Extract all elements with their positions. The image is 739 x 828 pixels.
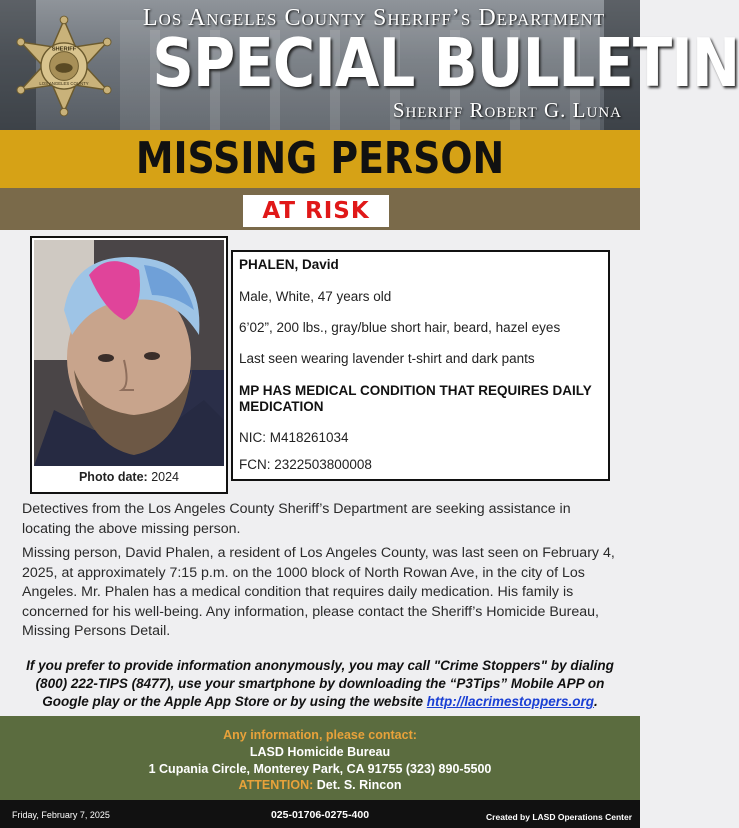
subject-description: 6’02”, 200 lbs., gray/blue short hair, beard, hazel eyes [239,320,561,335]
subject-fcn: FCN: 2322503800008 [239,457,372,472]
created-by-credit: Created by LASD Operations Center [486,812,632,822]
contact-address: 1 Cupania Circle, Monterey Park, CA 91755 (323) 890-5500 [148,762,492,776]
subject-photo [34,240,224,466]
subject-medical-alert: MP HAS MEDICAL CONDITION THAT REQUIRES DAILY MEDICATION [239,383,592,414]
photo-caption [32,470,226,484]
attention-label: ATTENTION: [238,778,314,792]
anonymous-tip-text: If you prefer to provide information anonymously, you may call "Crime Stoppers" by dialing (800) 222-TIPS (8477), use your smartphone by downloading the “P3Tips” Mobile APP on Google play or the Apple App Store or by using the website [26,658,614,709]
anonymous-tip-notice [14,657,626,711]
department-name: Los Angeles County Sheriff’s Department [142,5,606,31]
crime-stoppers-link[interactable]: http://lacrimestoppers.org [426,694,595,709]
contact-attention [0,778,640,792]
subject-clothing: Last seen wearing lavender t-shirt and dark pants [239,351,535,366]
contact-bureau: LASD Homicide Bureau [249,745,391,759]
svg-text:SHERIFF: SHERIFF [51,46,77,53]
photo-date-label: Photo date: [78,470,148,484]
subject-nic: NIC: M418261034 [239,430,349,445]
contact-panel [0,716,640,800]
bulletin-date: Friday, February 7, 2025 [12,810,110,820]
sheriff-name: Sheriff Robert G. Luna [392,98,622,122]
photo-date-value: 2024 [151,470,180,484]
missing-person-band [0,130,640,188]
contact-heading: Any information, please contact: [223,728,417,742]
bulletin-title: SPECIAL BULLETIN [152,24,739,102]
subject-name: PHALEN, David [239,257,339,272]
bulletin-header [0,0,739,130]
footer-bar [0,800,640,828]
sheriff-star-badge-icon [16,18,112,114]
attention-name: Det. S. Rincon [316,778,402,792]
missing-person-title: MISSING PERSON [135,133,505,184]
subject-photo-frame [30,236,228,494]
subject-info-box [231,250,610,481]
details-paragraph: Missing person, David Phalen, a resident of Los Angeles County, was last seen on February 4, 2025, at approximately 7:15 p.m. on the 1000 block of North Rowan Ave, in the city of Los Angeles. Mr. Phalen has a medical condition that requires daily medication. His family is concerned for his well-being. Any information, please contact the Sheriff’s Homicide Bureau, Missing Persons Detail. [22,545,615,639]
subject-demographics: Male, White, 47 years old [239,289,392,304]
svg-text:LOS ANGELES COUNTY: LOS ANGELES COUNTY [39,81,89,87]
intro-paragraph: Detectives from the Los Angeles County Sheriff’s Department are seeking assistance in locating the above missing person. [22,501,571,537]
file-number: 025-01706-0275-400 [270,809,370,821]
anonymous-tip-end: . [594,694,598,709]
at-risk-badge: AT RISK [243,195,389,227]
